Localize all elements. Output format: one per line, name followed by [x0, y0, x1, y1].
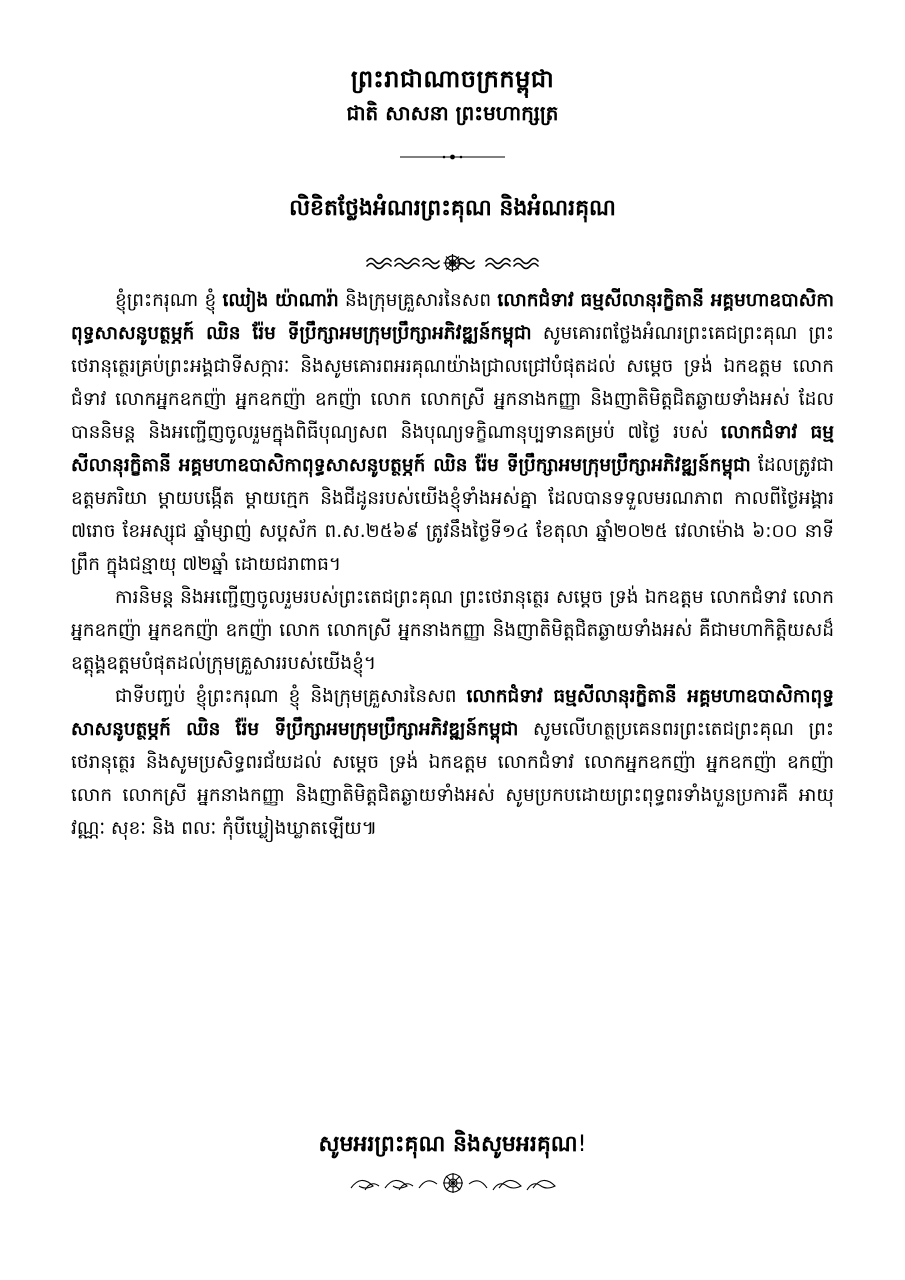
floral-ornament-icon: [347, 1170, 559, 1196]
paragraph-gratitude: [71, 284, 834, 581]
kingdom-title: ព្រះរាជាណាចក្រកម្ពុជា: [350, 65, 555, 93]
divider-ornament-icon: [400, 154, 505, 160]
deceased-title-2: លោកជំទាវ ធម្មសីលានុរក្ខិតានី អគ្គមហាឧបាសិកាពុទ្ធសាសនូបត្ថម្ភក៍ ឈិន រ៉ែម ទីប្រឹក្សាអមក្រុមប្រឹក្សាអភិវឌ្ឍន៍កម្ពុជា: [71, 422, 834, 476]
paragraph1-text-3: សូមគោរពថ្លែងអំណរព្រះគេជព្រះគុណ ព្រះថេរានុត្ថេរគ្រប់ព្រះអង្គជាទីសក្ការៈ និងសូមគោរពអរគុណយ៉ាងជ្រាលជ្រៅបំផុតដល់ សម្តេច ទ្រង់ ឯកឧត្តម លោកជំទាវ លោកអ្នកឧកញ៉ា អ្នកឧកញ៉ា ឧកញ៉ា លោក លោកស្រី អ្នកនាងកញ្ញា និងញាតិមិត្តជិតឆ្ងាយទាំងអស់ ដែលបាននិមន្ត និងអញ្ជើញចូលរួមក្នុងពិធីបុណ្យសព និងបុណ្យទក្ខិណានុប្បទានគម្រប់ ៧ថ្ងៃ របស់: [71, 323, 834, 443]
letter-body: [71, 284, 834, 845]
national-motto: ជាតិ សាសនា ព្រះមហាក្សត្រ: [346, 101, 559, 125]
closing-thanks: [0, 1128, 905, 1162]
paragraph-blessing: [71, 680, 834, 845]
closing-mark: !: [577, 1132, 587, 1157]
document-title: លិខិតថ្លែងអំណរព្រះគុណ និងអំណរគុណ: [289, 196, 616, 221]
wave-flower-ornament-icon: [365, 252, 540, 274]
deceased-title-1: លោកជំទាវ ធម្មសីលានុរក្ខិតានី អគ្គមហាឧបាសិកាពុទ្ធសាសនូបត្ថម្ភក៍ ឈិន រ៉ែម ទីប្រឹក្សាអមក្រុមប្រឹក្សាអភិវឌ្ឍន៍កម្ពុជា: [71, 290, 834, 344]
paragraph3-text-1: ជាទីបញ្ចប់ ខ្ញុំព្រះករុណា ខ្ញុំ និងក្រុមគ្រួសារនៃសព: [115, 686, 467, 707]
letter-header: [0, 62, 905, 128]
paragraph3-text-2: សូមលើហត្ថប្រគេនពរព្រះតេជព្រះគុណ ព្រះថេរានុត្ថេរ និងសូមប្រសិទ្ធពរជ័យដល់ សម្តេច ទ្រង់ ឯកឧត្តម លោកជំទាវ លោកអ្នកឧកញ៉ា អ្នកឧកញ៉ា ឧកញ៉ា លោក លោកស្រី អ្នកនាងកញ្ញា និងញាតិមិត្តជិតឆ្ងាយទាំងអស់ សូមប្រកបដោយព្រះពុទ្ធពរទាំងបួនប្រការគឺ អាយុ វណ្ណៈ សុខៈ និង ពលៈ កុំបីឃ្លៀងឃ្លាតឡើយ៕: [71, 719, 834, 839]
closing-text: សូមអរព្រះគុណ និងសូមអរគុណ: [318, 1132, 578, 1157]
deceased-title-3: លោកជំទាវ ធម្មសីលានុរក្ខិតានី អគ្គមហាឧបាសិកាពុទ្ធសាសនូបត្ថម្ភក៍ ឈិន រ៉ែម ទីប្រឹក្សាអមក្រុមប្រឹក្សាអភិវឌ្ឍន៍កម្ពុជា: [71, 686, 834, 740]
paragraph-honor: ការនិមន្ត និងអញ្ជើញចូលរួមរបស់ព្រះតេជព្រះគុណ ព្រះថេរានុត្ថេរ សម្តេច ទ្រង់ ឯកឧត្តម លោកជំទាវ លោកអ្នកឧកញ៉ា អ្នកឧកញ៉ា ឧកញ៉ា លោក លោកស្រី អ្នកនាងកញ្ញា និងញាតិមិត្តជិតឆ្ងាយទាំងអស់ គឺជាមហាកិត្តិយសដ៏ឧត្តុង្គឧត្តមបំផុតដល់ក្រុមគ្រួសាររបស់យើងខ្ញុំ។: [71, 587, 834, 674]
sender-name: ឈៀង យ៉ាណារ៉ា: [222, 290, 339, 311]
paragraph1-text-2: និងក្រុមគ្រួសារនៃសព: [338, 290, 498, 311]
paragraph1-text-1: ខ្ញុំព្រះករុណា ខ្ញុំ: [115, 290, 223, 311]
paragraph1-text-4: ដែលត្រូវជាឧត្តមភរិយា ម្ដាយបង្កើត ម្ដាយក្មេក និងជីដូនរបស់យើងខ្ញុំទាំងអស់គ្នា ដែលបានទទួលមរណភាព កាលពីថ្ងៃអង្គារ ៧រោច ខែអស្សុជ ឆ្នាំម្សាញ់ សប្តស័ក ព.ស.២៥៦៩ ត្រូវនឹងថ្ងៃទី១៤ ខែតុលា ឆ្នាំ២០២៥ វេលាម៉ោង ៦:០០ នាទីព្រឹក ក្នុងជន្មាយុ ៧២ឆ្នាំ ដោយជរាពាធ។: [71, 455, 834, 575]
